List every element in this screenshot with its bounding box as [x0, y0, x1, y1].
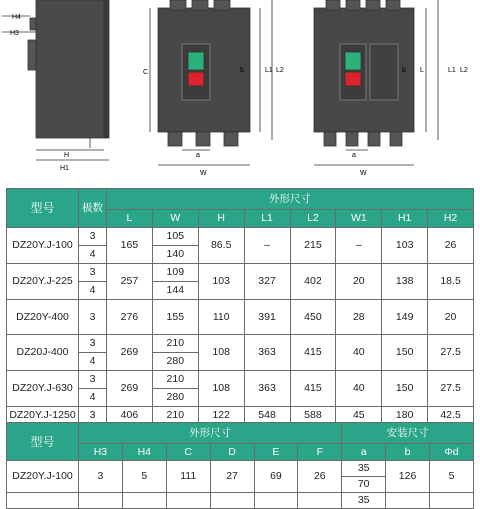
cell-poles: 3 [79, 264, 107, 282]
cell-d: 27 [210, 461, 254, 493]
cell-w: 210 [152, 371, 198, 389]
dim-h-label: H [64, 152, 70, 159]
cell-h1: 149 [382, 300, 428, 335]
cell-a: 70 [342, 477, 386, 493]
cell-h4 [122, 493, 166, 509]
cell-h1: 138 [382, 264, 428, 300]
cell-l1: 391 [244, 300, 290, 335]
cell-w1: 20 [336, 264, 382, 300]
cell-w1: 40 [336, 335, 382, 371]
cell-w: 280 [152, 353, 198, 371]
cell-phi-d [430, 493, 474, 509]
cell-h3 [79, 493, 123, 509]
cell-l: 269 [107, 335, 153, 371]
cell-h: 108 [198, 335, 244, 371]
dim-h3-label: H3 [10, 30, 19, 37]
cell-w: 210 [152, 407, 198, 425]
cell-h: 108 [198, 371, 244, 407]
table-row [7, 335, 474, 353]
cell-l2: 588 [290, 407, 336, 425]
dim-l-label-right: L [420, 67, 424, 74]
dim-b-label: b [240, 67, 244, 74]
cell-model: DZ20Y.J-630 [7, 371, 79, 407]
dim-w-label-right: W [360, 170, 367, 177]
table-row [7, 300, 474, 335]
cell-poles: 3 [79, 407, 107, 425]
header-model: 型号 [7, 189, 79, 228]
cell-e: 69 [254, 461, 298, 493]
header-w1: W1 [336, 210, 382, 228]
cell-model: DZ20Y.J-100 [7, 461, 79, 493]
cell-model: DZ20J-400 [7, 335, 79, 371]
cell-h: 110 [198, 300, 244, 335]
cell-f [298, 493, 342, 509]
cell-model: DZ20Y.J-1250 [7, 407, 79, 425]
cell-poles: 3 [79, 300, 107, 335]
cell-w: 155 [152, 300, 198, 335]
cell-poles: 4 [79, 282, 107, 300]
cell-l2: 402 [290, 264, 336, 300]
cell-poles: 3 [79, 371, 107, 389]
cell-l1: – [244, 228, 290, 264]
cell-w1: 40 [336, 371, 382, 407]
header-f: F [298, 444, 342, 461]
header-h4: H4 [122, 444, 166, 461]
cell-poles: 3 [79, 228, 107, 246]
header-phi-d: Φd [430, 444, 474, 461]
cell-poles: 4 [79, 389, 107, 407]
cell-w: 280 [152, 389, 198, 407]
cell-poles: 4 [79, 353, 107, 371]
cell-a: 35 [342, 493, 386, 509]
cell-b [386, 493, 430, 509]
front-view-4pole [314, 0, 438, 165]
cell-w: 210 [152, 335, 198, 353]
dim-w-label: W [200, 170, 207, 177]
outline-dimensions-table [6, 188, 474, 425]
header-h1: H1 [382, 210, 428, 228]
cell-w1: – [336, 228, 382, 264]
cell-w: 105 [152, 228, 198, 246]
cell-model: DZ20Y-400 [7, 300, 79, 335]
header-e: E [254, 444, 298, 461]
cell-c: 111 [166, 461, 210, 493]
cell-d [210, 493, 254, 509]
header-poles: 极数 [79, 189, 107, 228]
header-h: H [198, 210, 244, 228]
cell-c [166, 493, 210, 509]
cell-h2: 42.5 [428, 407, 474, 425]
cell-poles: 3 [79, 335, 107, 353]
header-model: 型号 [7, 423, 79, 461]
cell-h: 103 [198, 264, 244, 300]
cell-l2: 415 [290, 335, 336, 371]
table-row [7, 264, 474, 282]
cell-w1: 45 [336, 407, 382, 425]
cell-h2: 20 [428, 300, 474, 335]
cell-l2: 215 [290, 228, 336, 264]
dim-h4-label: H4 [12, 14, 21, 21]
installation-dimensions-table [6, 422, 474, 509]
cell-l: 165 [107, 228, 153, 264]
cell-h1: 180 [382, 407, 428, 425]
header-c: C [166, 444, 210, 461]
cell-l2: 415 [290, 371, 336, 407]
cell-l2: 450 [290, 300, 336, 335]
header-l2: L2 [290, 210, 336, 228]
cell-l: 406 [107, 407, 153, 425]
dim-h1-label: H1 [60, 165, 69, 172]
cell-phi-d: 5 [430, 461, 474, 493]
cell-a: 35 [342, 461, 386, 477]
cell-model [7, 493, 79, 509]
header-outline-group: 外形尺寸 [107, 189, 474, 210]
cell-e [254, 493, 298, 509]
header-install-group: 安装尺寸 [342, 423, 474, 444]
table-row [7, 228, 474, 246]
cell-w1: 28 [336, 300, 382, 335]
cell-l: 257 [107, 264, 153, 300]
header-l: L [107, 210, 153, 228]
cell-w: 109 [152, 264, 198, 282]
cell-w: 144 [152, 282, 198, 300]
table-row [7, 493, 474, 509]
dim-l2-label-right: L2 [460, 67, 468, 74]
front-view [150, 0, 272, 165]
cell-h4: 5 [122, 461, 166, 493]
dimension-drawing [0, 0, 480, 180]
side-view [2, 0, 109, 160]
cell-h2: 26 [428, 228, 474, 264]
header-outline-group: 外形尺寸 [79, 423, 342, 444]
cell-l1: 548 [244, 407, 290, 425]
cell-l1: 327 [244, 264, 290, 300]
dim-l2-label: L2 [276, 67, 284, 74]
cell-poles: 4 [79, 246, 107, 264]
cell-h: 122 [198, 407, 244, 425]
dim-a-label: a [196, 152, 200, 159]
cell-model: DZ20Y.J-100 [7, 228, 79, 264]
dim-l1-label: L1 [265, 67, 273, 74]
cell-l: 276 [107, 300, 153, 335]
cell-w: 140 [152, 246, 198, 264]
cell-b: 126 [386, 461, 430, 493]
cell-l1: 363 [244, 335, 290, 371]
header-h3: H3 [79, 444, 123, 461]
cell-h: 86.5 [198, 228, 244, 264]
dim-l1-label-right: L1 [448, 67, 456, 74]
dim-c-label: C [143, 69, 149, 76]
cell-h1: 103 [382, 228, 428, 264]
header-w: W [152, 210, 198, 228]
header-h2: H2 [428, 210, 474, 228]
cell-l1: 363 [244, 371, 290, 407]
table-row [7, 371, 474, 389]
cell-model: DZ20Y.J-225 [7, 264, 79, 300]
cell-l: 269 [107, 371, 153, 407]
dim-a-label-right: a [352, 152, 356, 159]
header-l1: L1 [244, 210, 290, 228]
cell-h2: 18.5 [428, 264, 474, 300]
cell-f: 26 [298, 461, 342, 493]
cell-h1: 150 [382, 335, 428, 371]
header-d: D [210, 444, 254, 461]
header-b: b [386, 444, 430, 461]
dim-b-label-right: b [402, 67, 406, 74]
cell-h3: 3 [79, 461, 123, 493]
cell-h1: 150 [382, 371, 428, 407]
cell-h2: 27.5 [428, 335, 474, 371]
header-a: a [342, 444, 386, 461]
table-row [7, 461, 474, 477]
cell-h2: 27.5 [428, 371, 474, 407]
